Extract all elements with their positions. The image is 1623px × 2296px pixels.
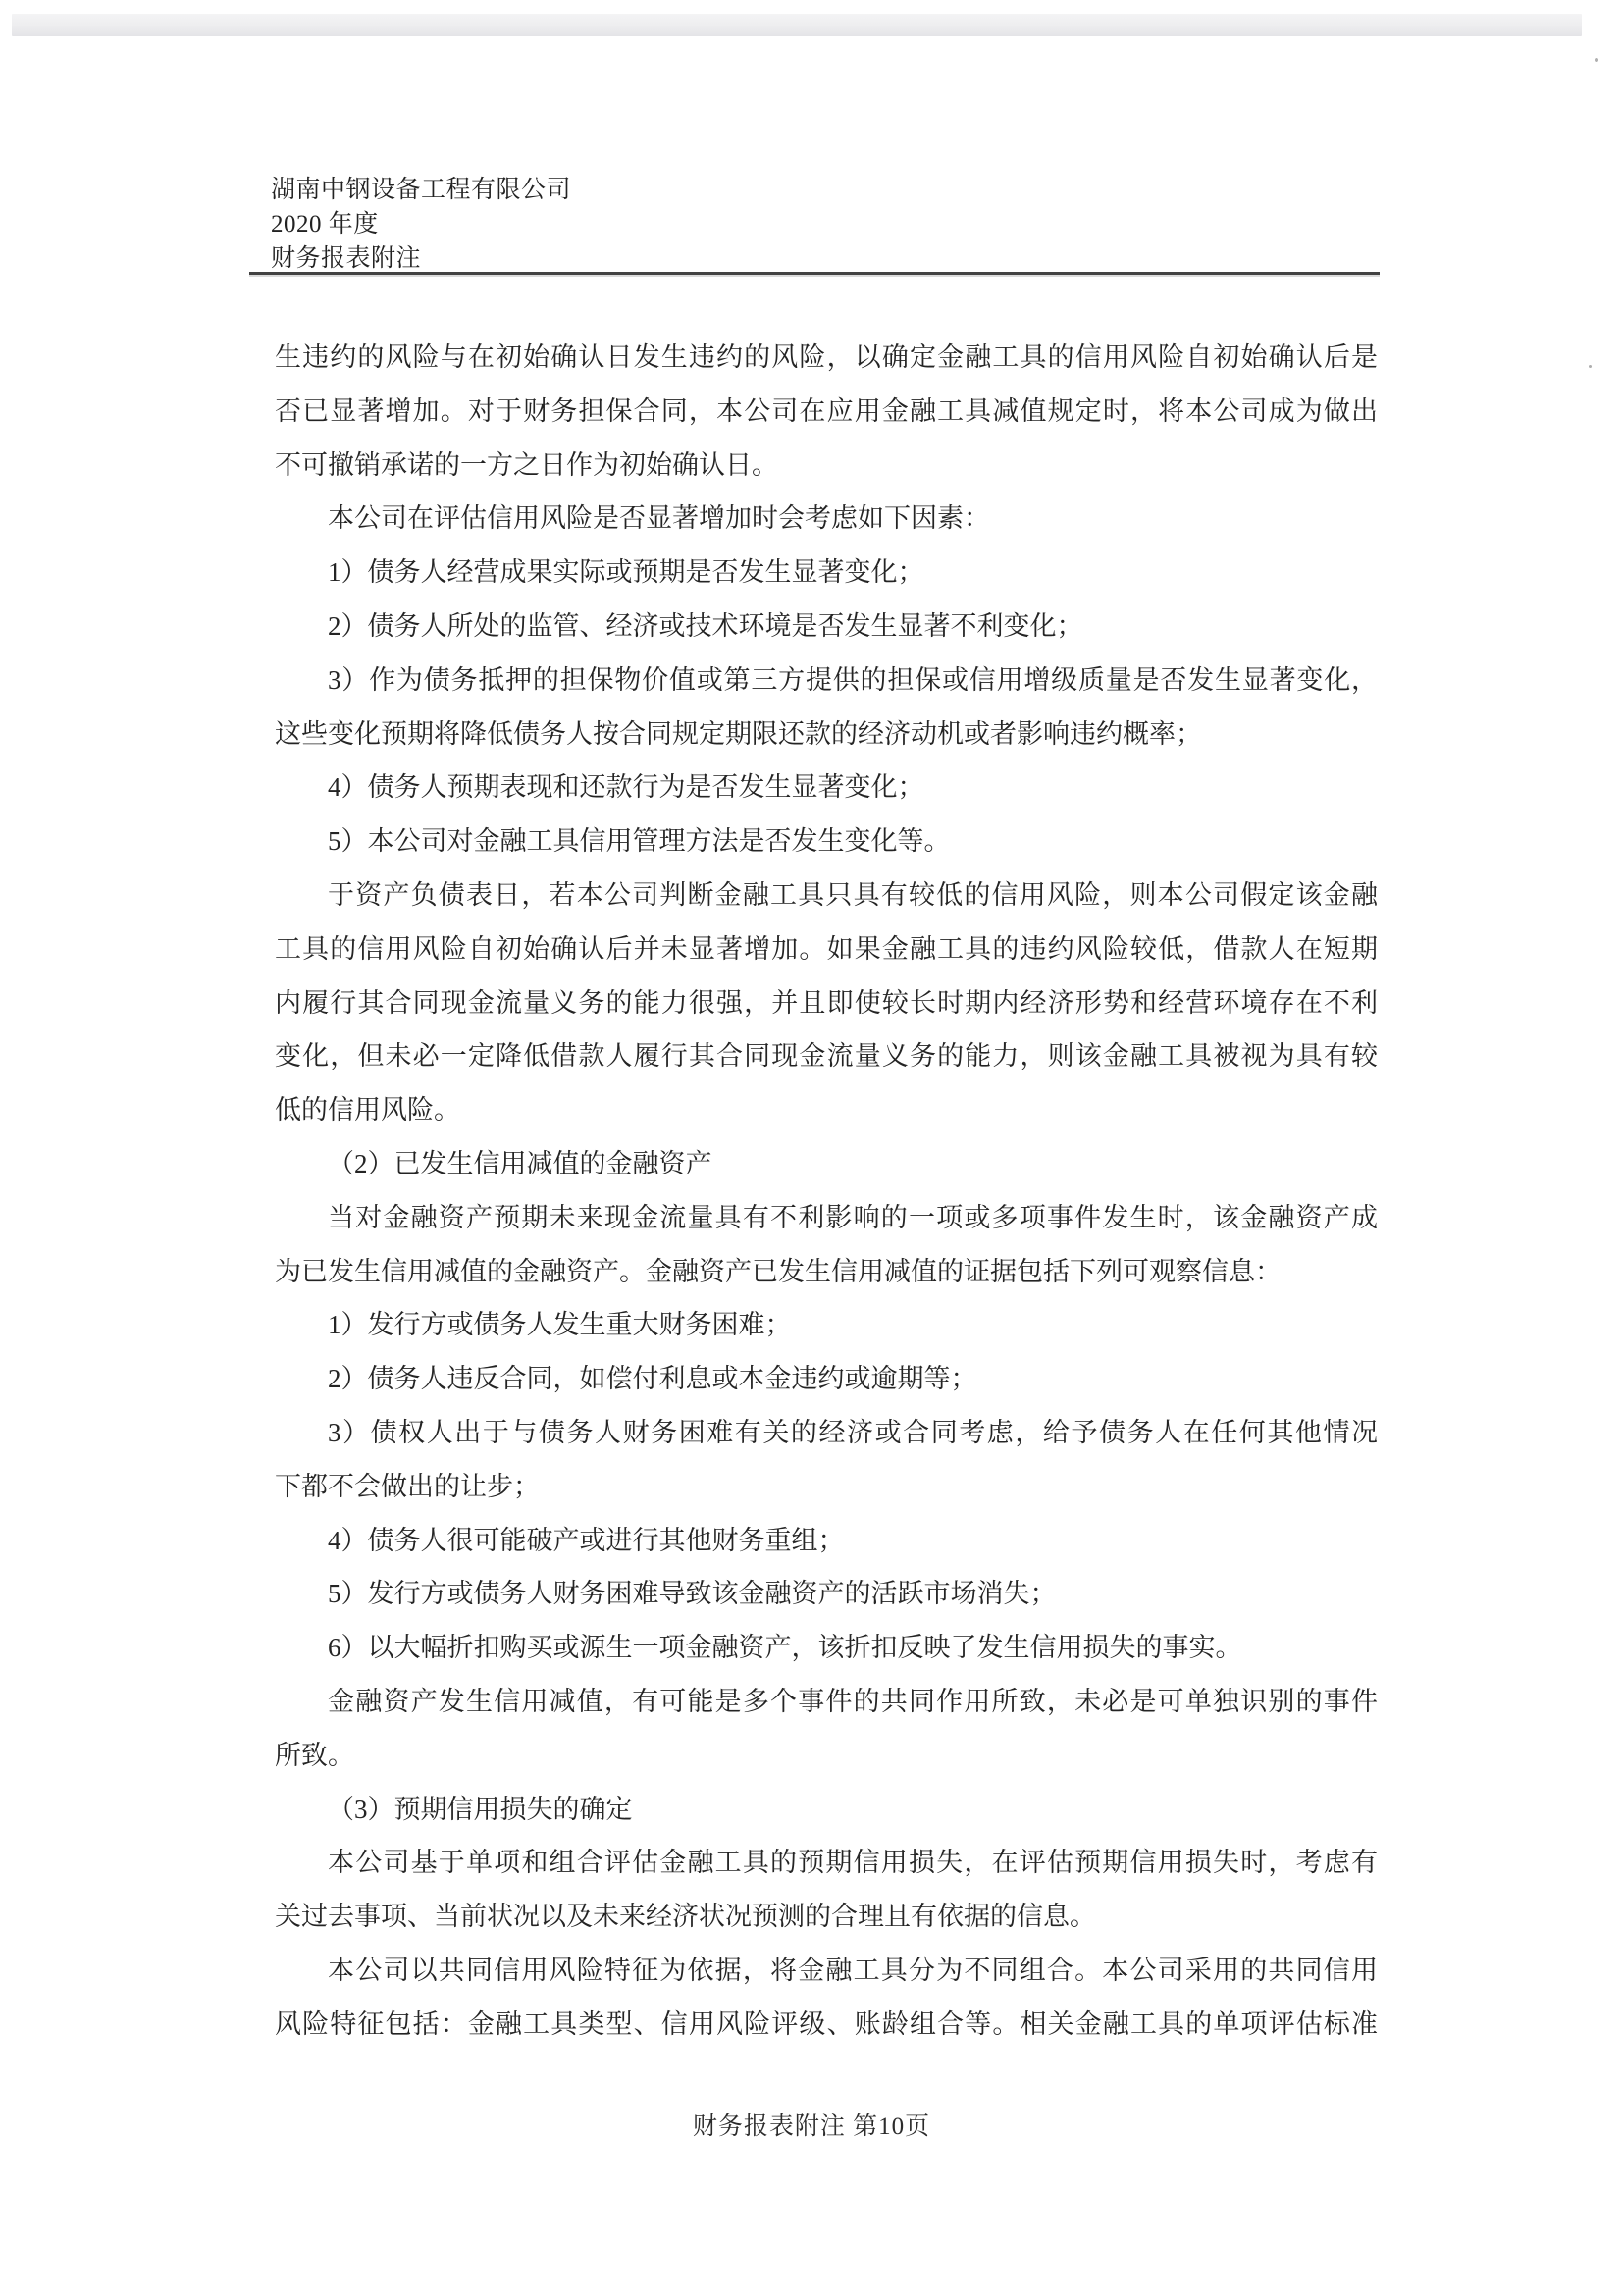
text-line: 关过去事项、当前状况以及未来经济状况预测的合理且有依据的信息。 [275, 1902, 1096, 1932]
text-line: 本公司基于单项和组合评估金融工具的预期信用损失，在评估预期信用损失时，考虑有 [328, 1848, 1378, 1878]
company-name: 湖南中钢设备工程有限公司 [271, 177, 572, 203]
scan-speck [1595, 58, 1598, 62]
scan-speck [1589, 365, 1592, 368]
text-line: 本公司以共同信用风险特征为依据，将金融工具分为不同组合。本公司采用的共同信用 [328, 1955, 1378, 1985]
text-line: 否已显著增加。对于财务担保合同，本公司在应用金融工具减值规定时，将本公司成为做出 [275, 395, 1378, 426]
text-line: 内履行其合同现金流量义务的能力很强，并且即使较长时期内经济形势和经营环境存在不利 [275, 987, 1378, 1018]
document-title: 财务报表附注 [271, 245, 422, 272]
text-line: 3）作为债务抵押的担保物价值或第三方提供的担保或信用增级质量是否发生显著变化， [328, 664, 1378, 695]
text-line: 所致。 [275, 1740, 354, 1770]
text-line: 3）债权人出于与债务人财务困难有关的经济或合同考虑，给予债务人在任何其他情况 [328, 1417, 1378, 1447]
page-number-label: 财务报表附注 第10页 [692, 2113, 931, 2140]
text-line: 风险特征包括：金融工具类型、信用风险评级、账龄组合等。相关金融工具的单项评估标准 [275, 2009, 1378, 2039]
text-line: 这些变化预期将降低债务人按合同规定期限还款的经济动机或者影响违约概率； [275, 718, 1202, 749]
text-line: 变化，但未必一定降低借款人履行其合同现金流量义务的能力，则该金融工具被视为具有较 [275, 1041, 1378, 1071]
text-line: 6）以大幅折扣购买或源生一项金融资产，该折扣反映了发生信用损失的事实。 [328, 1633, 1242, 1663]
body-text [275, 331, 1378, 2052]
text-line: 本公司在评估信用风险是否显著增加时会考虑如下因素： [328, 503, 990, 534]
text-line: 生违约的风险与在初始确认日发生违约的风险，以确定金融工具的信用风险自初始确认后是 [275, 342, 1378, 372]
text-line: 金融资产发生信用减值，有可能是多个事件的共同作用所致，未必是可单独识别的事件 [328, 1686, 1378, 1716]
header-divider [249, 272, 1380, 275]
text-line: 下都不会做出的让步； [275, 1471, 540, 1501]
text-line: 工具的信用风险自初始确认后并未显著增加。如果金融工具的违约风险较低，借款人在短期 [275, 933, 1378, 964]
text-line: 4）债务人很可能破产或进行其他财务重组； [328, 1525, 845, 1555]
text-line: 于资产负债表日，若本公司判断金融工具只具有较低的信用风险，则本公司假定该金融 [328, 879, 1378, 910]
text-line: 2）债务人违反合同，如偿付利息或本金违约或逾期等； [328, 1364, 977, 1394]
text-line: 不可撤销承诺的一方之日作为初始确认日。 [275, 449, 778, 480]
text-line: 低的信用风险。 [275, 1095, 460, 1125]
text-line: 2）债务人所处的监管、经济或技术环境是否发生显著不利变化； [328, 610, 1083, 641]
document-header [271, 173, 571, 276]
scan-artifact-band [12, 14, 1582, 36]
text-line: 为已发生信用减值的金融资产。金融资产已发生信用减值的证据包括下列可观察信息： [275, 1256, 1282, 1286]
fiscal-year: 2020 年度 [271, 211, 379, 237]
text-line: 4）债务人预期表现和还款行为是否发生显著变化； [328, 772, 924, 803]
text-line: （3）预期信用损失的确定 [328, 1794, 633, 1824]
page-footer [0, 2108, 1623, 2147]
text-line: 当对金融资产预期未来现金流量具有不利影响的一项或多项事件发生时，该金融资产成 [328, 1202, 1378, 1232]
text-line: 5）本公司对金融工具信用管理方法是否发生变化等。 [328, 826, 951, 857]
text-line: 1）债务人经营成果实际或预期是否发生显著变化； [328, 557, 924, 588]
text-line: 1）发行方或债务人发生重大财务困难； [328, 1310, 792, 1340]
text-line: （2）已发生信用减值的金融资产 [328, 1148, 712, 1178]
text-line: 5）发行方或债务人财务困难导致该金融资产的活跃市场消失； [328, 1579, 1057, 1609]
